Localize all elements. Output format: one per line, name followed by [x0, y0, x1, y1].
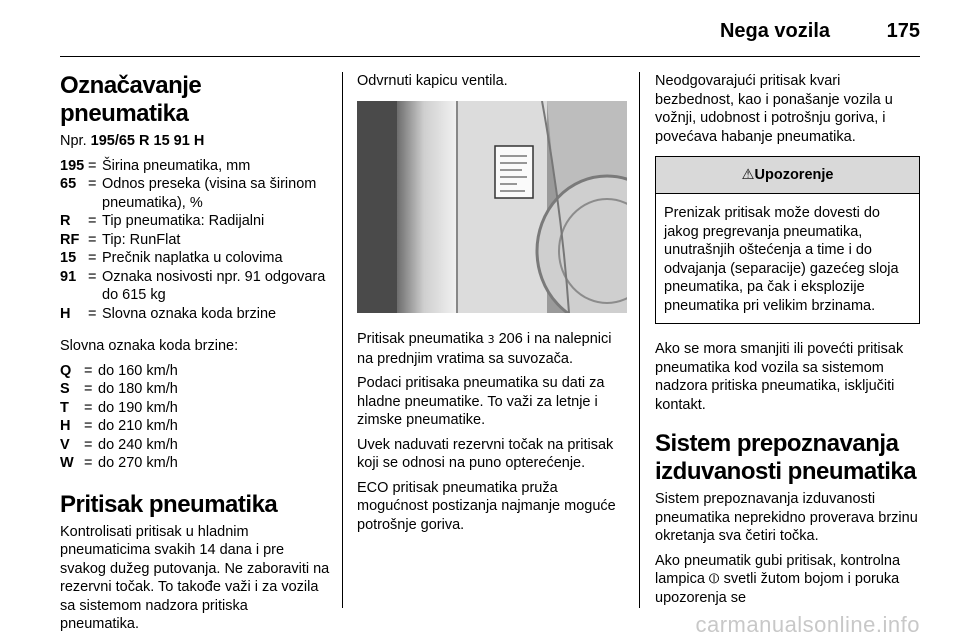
paragraph: Odvrnuti kapicu ventila. — [357, 73, 508, 89]
paragraph: Pritisak pneumatika 3 206 i na nalepnici na prednjim vratima sa suvozača. — [357, 331, 612, 367]
speed-code-list — [60, 362, 330, 473]
reference-arrow-icon: 3 — [487, 333, 495, 346]
watermark: carmanualsonline.info — [695, 612, 920, 637]
list-item: W = do 270 km/h — [60, 455, 178, 471]
header-title: Nega vozila — [719, 20, 830, 42]
list-item: H = Slovna oznaka koda brzine — [60, 305, 277, 322]
column-divider — [342, 72, 343, 608]
paragraph: ECO pritisak pneumatika pruža mogućnost postizanja najmanje moguće potrošnje goriva. — [357, 479, 616, 533]
tyre-pressure-warning-icon: ⦶ — [709, 571, 720, 587]
warning-header — [656, 157, 919, 194]
list-item: 91 = Oznaka nosivosti npr. 91 odgovara do 615 kg — [60, 268, 326, 303]
paragraph: Uvek naduvati rezervni točak na pritisak koji se odnosi na puno opterećenje. — [357, 436, 614, 471]
list-item: S = do 180 km/h — [60, 381, 178, 397]
list-item: 195 = Širina pneumatika, mm — [60, 157, 251, 174]
column-1 — [60, 72, 330, 640]
paragraph: Ako pneumatik gubi pritisak, kontrolna lampica ⦶ svetli žutom bojom i poruka upozorenja se — [655, 552, 901, 606]
list-item: R = Tip pneumatika: Radijalni — [60, 213, 265, 229]
paragraph: Sistem prepoznavanja izduvanosti pneumatika neprekidno proverava brzinu okretanja sva četiri točka. — [655, 491, 918, 544]
section-title-tyre-designation: Označavanje pneumatika — [60, 72, 202, 127]
column-2 — [357, 72, 627, 540]
list-item: 65 = Odnos preseka (visina sa širinom pneumatika), % — [60, 176, 317, 211]
door-pillar-photo — [357, 101, 627, 313]
section-title-deflation-detection: Sistem prepoznavanja izduvanosti pneumatika — [655, 430, 917, 485]
paragraph: Ako se mora smanjiti ili povećti pritisak pneumatika kod vozila sa sistemom nadzora pritiska pneumatika, isključiti kontakt. — [655, 341, 904, 413]
paragraph: Neodgovarajući pritisak kvari bezbednost, kao i ponašanje vozila u vožnji, udobnost i potrošnju goriva, i povećava habanje pneumatika. — [655, 73, 893, 145]
warning-text: Prenizak pritisak može dovesti do jakog pregrevanja pneumatika, unutrašnjih oštećenja a time i do odvajanja (separacije) gazećeg sloja pneumatika, pa čak i eksplozije pneumatika pri velikim brzinama. — [664, 205, 899, 314]
column-3 — [655, 72, 920, 613]
list-item: Q = do 160 km/h — [60, 362, 178, 379]
paragraph: Kontrolisati pritisak u hladnim pneumaticima svakih 14 dana i pre svakog dužeg putovanja. Ne zaboraviti na rezervni točak. To takođe važi i za vozila sa sistemom nadzora pritiska pneumatika. — [60, 523, 330, 632]
warning-box — [655, 156, 920, 324]
speed-intro: Slovna oznaka koda brzine: — [60, 338, 239, 354]
section-title-tyre-pressure: Pritisak pneumatika — [60, 490, 278, 518]
page-header — [60, 10, 920, 54]
tyre-code-list — [60, 157, 330, 324]
list-item: V = do 240 km/h — [60, 436, 178, 453]
column-divider — [639, 72, 640, 608]
warning-triangle-icon: ⚠ — [741, 167, 755, 183]
paragraph: Podaci pritisaka pneumatika su dati za hladne pneumatike. To važi za letnje i zimske pneumatike. — [357, 375, 605, 428]
header-rule — [60, 56, 920, 57]
example-line: Npr. 195/65 R 15 91 H — [60, 133, 205, 149]
list-item: RF = Tip: RunFlat — [60, 231, 181, 248]
list-item: 15 = Prečnik naplatka u colovima — [60, 250, 283, 266]
page-number: 175 — [886, 20, 920, 42]
warning-title: Upozorenje — [754, 167, 834, 183]
list-item: H = do 210 km/h — [60, 418, 178, 434]
list-item: T = do 190 km/h — [60, 399, 178, 416]
